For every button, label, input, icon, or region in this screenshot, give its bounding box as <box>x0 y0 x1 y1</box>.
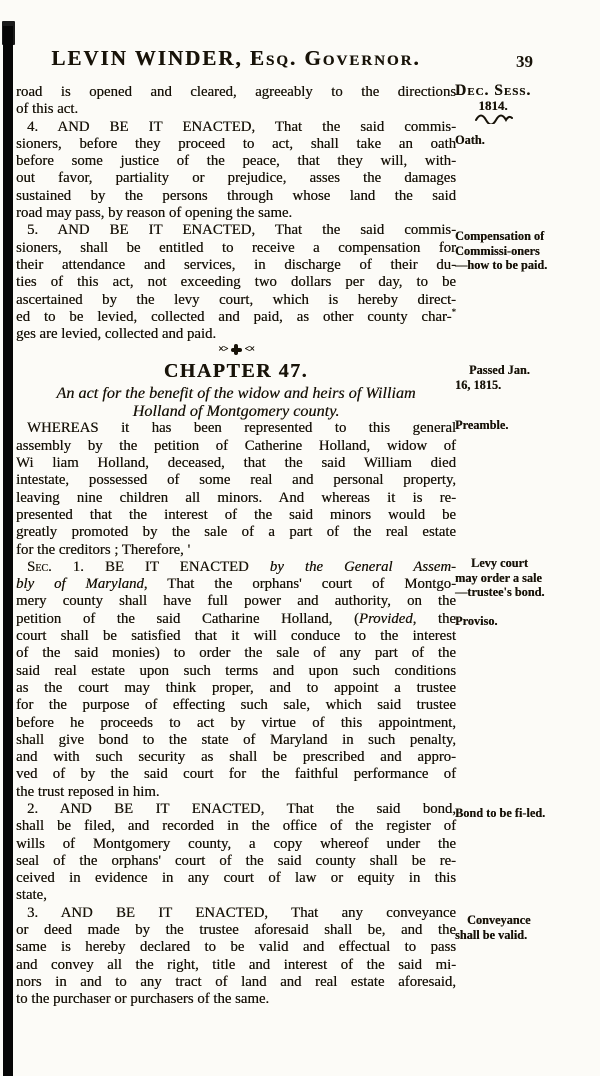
text-line: state, <box>16 887 47 904</box>
text-line: greatly promoted by the sale of a part of the real estate <box>16 524 456 541</box>
text-line: sioners, shall be entitled to receive a compensation for <box>16 239 456 256</box>
section-4 <box>16 119 456 223</box>
text-line: presented that the interest of the said minors would be <box>16 506 456 523</box>
running-head-title: LEVIN WINDER, Esq. Governor. <box>51 46 421 70</box>
text-line: wills of Montgomery county, a copy whereof under the <box>16 835 456 852</box>
text-line: ceived in evidence in any court of law or equity in this <box>16 870 456 887</box>
text-line: court shall be satisfied that it will conduce to the interest <box>16 628 456 645</box>
margin-note-session-year: 1814. <box>478 97 508 113</box>
text-line: ved of by the said court for the faithful performance of <box>16 766 456 783</box>
page-number: 39 <box>516 52 533 71</box>
text-line: and convey all the right, title and interest of the said mi- <box>16 956 456 973</box>
text-line: assembly by the petition of Catherine Holland, widow of <box>16 437 456 454</box>
intro-continuation <box>16 84 456 119</box>
section-5 <box>16 222 456 343</box>
margin-note-session-name: Dec. Sess. <box>455 82 532 99</box>
text-line: said real estate upon such terms and upon such conditions <box>16 662 456 679</box>
text-line: petition of the said Catharine Holland, (Provided, the <box>16 610 456 627</box>
text-line: mery county shall have full power and authority, on the <box>16 593 456 610</box>
margin-note-levy-court: Levy court may order a sale—trustee's bond. <box>455 556 545 600</box>
text-line: intestate, possessed of some real and personal property, <box>16 472 456 489</box>
text-line: as the court may think proper, and to appoint a trustee <box>16 679 456 696</box>
preamble-paragraph <box>16 420 456 558</box>
text-line: An act for the benefit of the widow and heirs of William <box>56 384 416 403</box>
text-line: road may pass, by reason of opening the same. <box>16 205 293 222</box>
text-line: 4. AND BE IT ENACTED, That the said commis- <box>27 118 456 135</box>
section-2 <box>16 801 456 905</box>
text-line: sustained by the persons through whose land the said <box>16 187 456 204</box>
text-line: before he proceeds to act by virtue of this appointment, <box>16 714 456 731</box>
text-line: their attendance and services, in discharge of their du- <box>16 256 456 273</box>
margin-note-session <box>455 84 559 124</box>
margin-note-compensation: Compensation of Commissi-oners—how to be paid. <box>455 229 548 273</box>
margin-note-proviso: Proviso. <box>455 614 498 628</box>
text-line: before some justice of the peace, that they will, with- <box>16 153 456 170</box>
margin-note-passed-date: Passed Jan. 16, 1815. <box>455 363 530 392</box>
margin-note-oath: Oath. <box>455 133 485 147</box>
text-line: shall give bond to the state of Maryland in such penalty, <box>16 731 456 748</box>
text-line: of the said monies) to order the sale of any part of the <box>16 645 456 662</box>
text-line: leaving nine children all minors. And whereas it is re- <box>16 489 456 506</box>
text-line: to the purchaser or purchasers of the same. <box>16 991 270 1008</box>
text-line: or deed made by the trustee aforesaid shall be, and the <box>16 922 456 939</box>
text-line: ed to be levied, collected and paid, as other county char-* <box>16 306 456 325</box>
margin-note-bond-filed: Bond to be fi-led. <box>455 806 546 820</box>
text-line: 2. AND BE IT ENACTED, That the said bond, <box>27 800 456 817</box>
text-line: for the creditors ; Therefore, ' <box>16 541 191 558</box>
text-line: bly of Maryland, That the orphans' court of Montgo- <box>16 576 456 593</box>
text-line: Sec. 1. BE IT ENACTED by the General Assem- <box>27 558 456 575</box>
chapter-heading <box>16 356 456 384</box>
section-3 <box>16 905 456 1009</box>
text-line: shall be filed, and recorded in the office of the register of <box>16 818 456 835</box>
text-line: of this act. <box>16 101 79 118</box>
text-line: WHEREAS it has been represented to this general <box>27 420 456 437</box>
text-line: same is hereby declared to be valid and effectual to pass <box>16 939 456 956</box>
chapter-ornament <box>16 343 456 356</box>
text-line: ties of this act, not exceeding two dollars per day, to be <box>16 274 456 291</box>
text-line: for the purpose of effecting such sale, which said trustee <box>16 697 456 714</box>
margin-note-conveyance-valid: Conveyance shall be valid. <box>455 913 531 942</box>
text-line: seal of the orphans' court of the said county shall be re- <box>16 852 456 869</box>
text-line: ascertained by the levy court, which is hereby direct- <box>16 291 456 308</box>
ornament-cross-icon <box>231 344 242 355</box>
act-title <box>16 384 456 420</box>
text-line: the trust reposed in him. <box>16 783 160 800</box>
flourish-squiggle-icon <box>473 113 515 124</box>
margin-note-preamble: Preamble. <box>455 418 509 432</box>
text-line: road is opened and cleared, agreeably to the directions <box>16 84 456 100</box>
text-column <box>16 84 456 1009</box>
section-1 <box>16 559 456 801</box>
text-line: Wi liam Holland, deceased, that the said William died <box>16 455 456 472</box>
text-line: sioners, before they proceed to act, shall take an oath <box>16 135 456 152</box>
ornament-right-glyph: <× <box>244 344 254 356</box>
text-line: nors in and to any tract of land and real estate aforesaid, <box>16 973 456 990</box>
text-line: ges are levied, collected and paid. <box>16 326 217 343</box>
text-line: out favor, partiality or prejudice, asses the damages <box>16 170 456 187</box>
text-line: 3. AND BE IT ENACTED, That any conveyance <box>27 904 456 921</box>
text-line: 5. AND BE IT ENACTED, That the said commis- <box>27 222 456 239</box>
text-line: CHAPTER 47. <box>163 360 309 383</box>
text-line: and with such security as shall be prescribed and appro- <box>16 749 456 766</box>
ornament-left-glyph: ×> <box>218 344 228 356</box>
scan-gutter-bar <box>3 26 13 1076</box>
text-line: Holland of Montgomery county. <box>132 402 340 421</box>
